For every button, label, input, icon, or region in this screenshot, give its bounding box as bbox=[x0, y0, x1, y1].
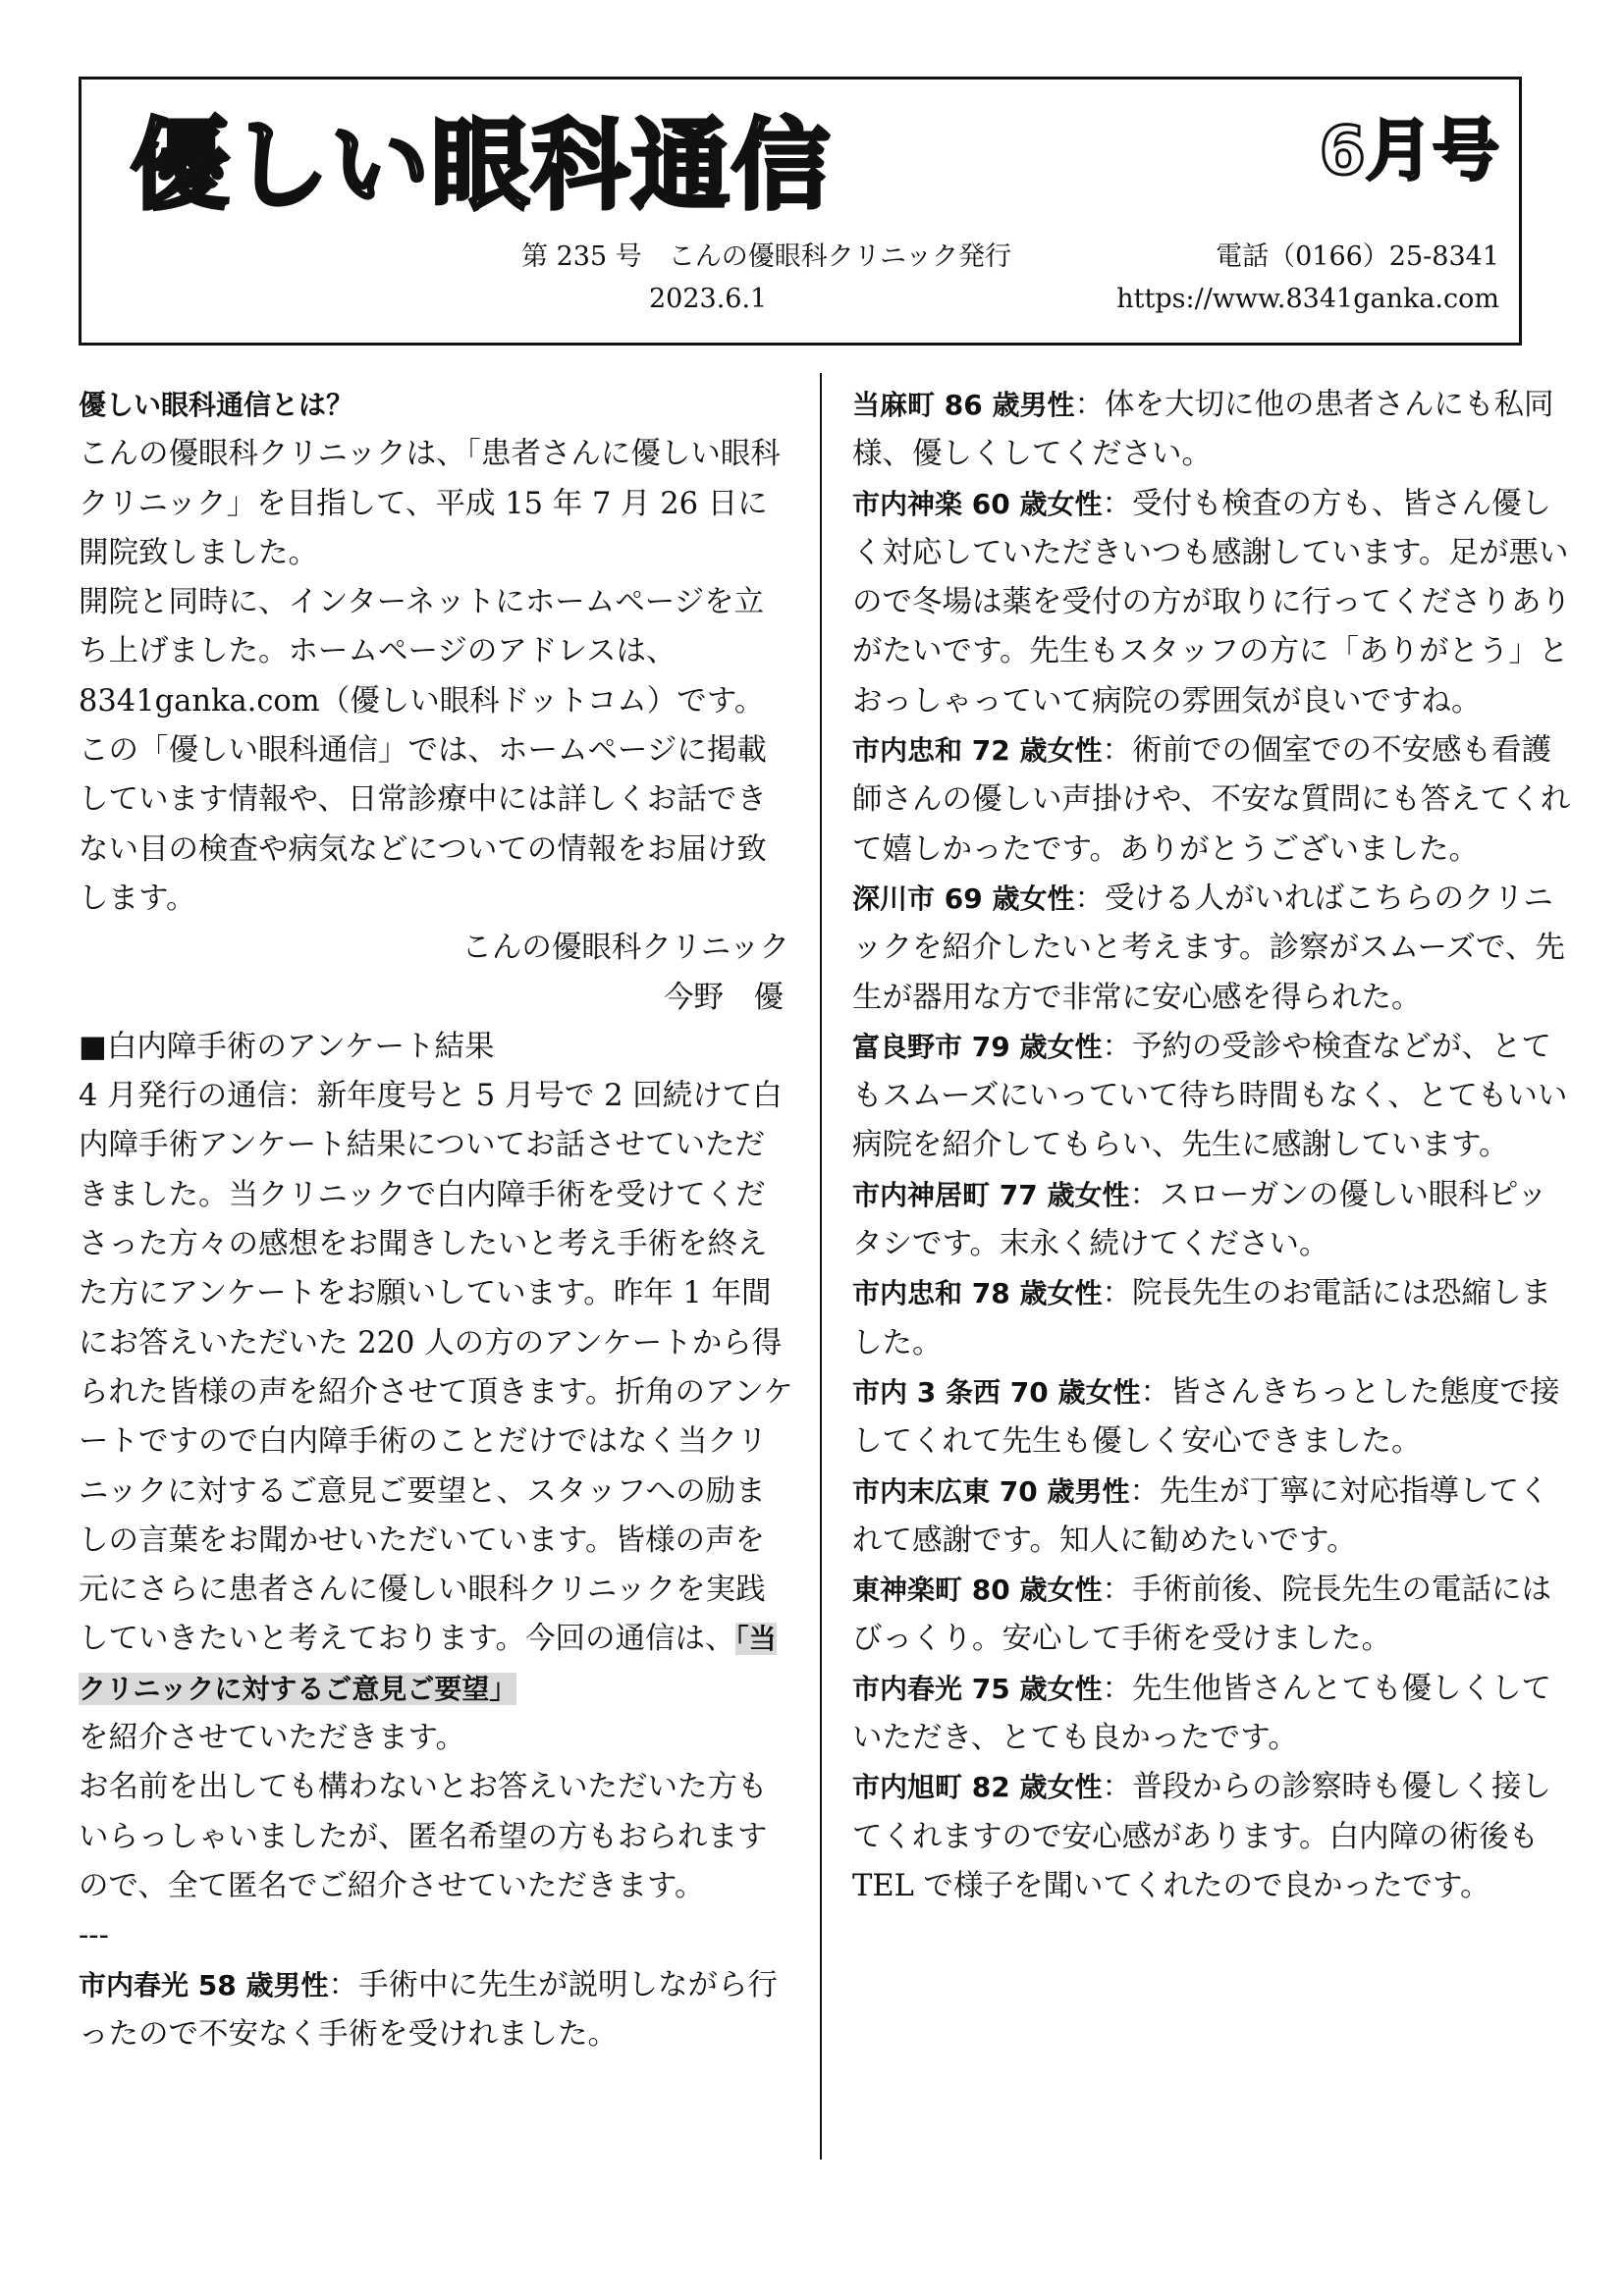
comment-author: 市内神居町 77 歳女性 bbox=[852, 1178, 1130, 1211]
comment-text: ：普段からの診察時も優しく接してくれますので安心感があります。白内障の術後も TEL で様子を聞いてくれたので良かったです。 bbox=[852, 1770, 1551, 1903]
comment-item bbox=[852, 1468, 1577, 1567]
newsletter-title: 優しい眼科通信 bbox=[131, 108, 832, 223]
signature-clinic: こんの優眼科クリニック bbox=[461, 931, 789, 966]
comment-text: ：先生が丁寧に対応指導してくれて感謝です。知人に勧めたいです。 bbox=[852, 1473, 1549, 1558]
survey-highlight: 「当クリニックに対するご意見ご要望」 bbox=[79, 1623, 777, 1705]
survey-paragraph-1 bbox=[79, 1072, 793, 1763]
comment-item bbox=[852, 726, 1577, 875]
survey-text-a: 4 月発行の通信：新年度号と 5 月号で 2 回続けて白内障手術アンケート結果についてお話させていただきました。当クリニックで白内障手術を受けてくださった方々の感想をお聞きしたいと考え手術を終えた方にアンケートをお願いしています。昨年 1 年間にお答えいただいた 220 人の方のアンケートから得られた皆様の声を紹介させて頂きます。折角のアンケートですので白内障手術のことだけではなく当クリニックに対するご意見ご要望と、スタッフへの励ましの言葉をお聞かせいただいています。皆様の声を元にさらに患者さんに優しい眼科クリニックを実践していきたいと考えております。今回の通信は、 bbox=[79, 1079, 793, 1657]
comment-text: ：先生他皆さんとても優しくしていただき、とても良かったです。 bbox=[852, 1671, 1551, 1756]
comment-text: ：受ける人がいればこちらのクリニックを紹介したいと考えます。診察がスムーズで、先生が器用な方で非常に安心感を得られた。 bbox=[852, 881, 1565, 1015]
intro-paragraph-2: 開院と同時に、インターネットにホームページを立ち上げました。ホームページのアドレスは、8341ganka.com（優しい眼科ドットコム）です。この「優しい眼科通信」では、ホームページに掲載しています情報や、日常診療中には詳しくお話できない目の検査や病気などについての情報をお届け致します。 bbox=[79, 585, 767, 916]
clinic-url[interactable]: https://www.8341ganka.com bbox=[1116, 284, 1499, 314]
comment-text: ：手術前後、院長先生の電話にはびっくり。安心して手術を受けました。 bbox=[852, 1573, 1551, 1657]
survey-paragraph-2: お名前を出しても構わないとお答えいただいた方もいらっしゃいましたが、匿名希望の方もおられますので、全て匿名でご紹介させていただきます。 bbox=[79, 1770, 768, 1903]
comment-text: ：受付も検査の方も、皆さん優しく対応していただきいつも感謝しています。足が悪いので冬場は薬を受付の方が取りに行ってくださりありがたいです。先生もスタッフの方に「ありがとう」とおっしゃっていて病院の雰囲気が良いですね。 bbox=[852, 486, 1571, 719]
comment-item bbox=[852, 1023, 1577, 1171]
comment-text: ：術前での個室での不安感も看護師さんの優しい声掛けや、不安な質問にも答えてくれて嬉しかったです。ありがとうございました。 bbox=[852, 733, 1571, 867]
comment-item bbox=[852, 1763, 1577, 1911]
comment-author: 市内末広東 70 歳男性 bbox=[852, 1474, 1130, 1508]
comment-item bbox=[79, 1961, 793, 2060]
comment-text: ：院長先生のお電話には恐縮しました。 bbox=[852, 1276, 1551, 1361]
separator: --- bbox=[79, 1918, 109, 1953]
intro-heading: 優しい眼科通信とは？ bbox=[79, 389, 354, 421]
left-column bbox=[79, 381, 793, 2059]
intro-paragraph-1: こんの優眼科クリニックは、「患者さんに優しい眼科クリニック」を目指して、平成 15 年 7 月 26 日に開院致しました。 bbox=[79, 437, 781, 570]
comment-author: 市内忠和 72 歳女性 bbox=[852, 734, 1103, 768]
comment-author: 東神楽町 80 歳女性 bbox=[852, 1574, 1103, 1607]
comment-author: 市内春光 58 歳男性 bbox=[79, 1968, 329, 2002]
comment-author: 深川市 69 歳女性 bbox=[852, 881, 1075, 915]
comment-author: 市内旭町 82 歳女性 bbox=[852, 1771, 1103, 1804]
comment-author: 市内忠和 78 歳女性 bbox=[852, 1277, 1103, 1310]
column-divider bbox=[820, 373, 822, 2160]
issue-month: 6月号 bbox=[1319, 113, 1499, 190]
comment-text: ：予約の受診や検査などが、とてもスムーズにいっていて待ち時間もなく、とてもいい病院を紹介してもらい、先生に感謝しています。 bbox=[852, 1029, 1568, 1163]
comment-text: ：体を大切に他の患者さんにも私同様、優しくしてください。 bbox=[852, 388, 1554, 472]
comment-item bbox=[852, 1171, 1577, 1270]
issue-date: 2023.6.1 bbox=[649, 284, 768, 314]
newsletter-header bbox=[79, 77, 1522, 346]
comment-author: 市内 3 条西 70 歳女性 bbox=[852, 1375, 1141, 1409]
comment-author: 市内神楽 60 歳女性 bbox=[852, 487, 1103, 520]
comment-item bbox=[852, 875, 1577, 1023]
comment-item bbox=[852, 381, 1577, 480]
comment-item bbox=[852, 480, 1577, 726]
comment-item bbox=[852, 1566, 1577, 1665]
clinic-phone: 電話（0166）25-8341 bbox=[1216, 241, 1499, 272]
comment-author: 市内春光 75 歳女性 bbox=[852, 1672, 1103, 1705]
comment-text: ：皆さんきちっとした態度で接してくれて先生も優しく安心できました。 bbox=[852, 1374, 1560, 1460]
comment-text: ：手術中に先生が説明しながら行ったので不安なく手術を受けれました。 bbox=[79, 1967, 778, 2052]
comment-text: ：スローガンの優しい眼科ピッタシです。末永く続けてください。 bbox=[852, 1177, 1547, 1262]
comment-item bbox=[852, 1269, 1577, 1368]
issue-number: 第 235 号 こんの優眼科クリニック発行 bbox=[521, 241, 1012, 272]
comment-author: 当麻町 86 歳男性 bbox=[852, 389, 1075, 421]
survey-text-b: を紹介させていただきます。 bbox=[79, 1721, 466, 1756]
survey-heading: ■白内障手術のアンケート結果 bbox=[79, 1029, 495, 1064]
comment-item bbox=[852, 1368, 1577, 1468]
right-column bbox=[852, 381, 1577, 1911]
signature-name: 今野 優 bbox=[664, 980, 784, 1015]
comment-author: 富良野市 79 歳女性 bbox=[852, 1030, 1103, 1063]
comment-item bbox=[852, 1665, 1577, 1764]
